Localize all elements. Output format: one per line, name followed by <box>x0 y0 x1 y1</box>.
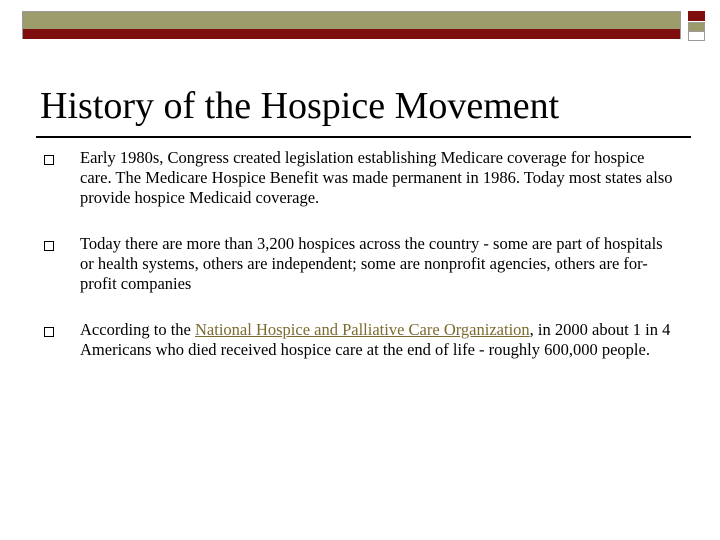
bullet-text-before-link: According to the <box>80 320 196 339</box>
bullet-text <box>80 320 680 360</box>
hollow-square-bullet-icon <box>44 241 54 251</box>
header-maroon-band <box>23 29 680 39</box>
header-decorative-bar <box>22 11 681 39</box>
bullet-text-after-link: , in 2000 about 1 in 4 Americans who died received hospice care at the end of life - roughly 600,000 people. <box>80 320 671 359</box>
title-divider <box>36 136 691 138</box>
nhpco-link[interactable]: National Hospice and Palliative Care Organization <box>195 320 530 339</box>
bullet-text: Early 1980s, Congress created legislation establishing Medicare coverage for hospice care. The Medicare Hospice Benefit was made permanent in 1986. Today most states also provide hospice Medicaid coverage. <box>80 148 673 207</box>
slide-title: History of the Hospice Movement <box>40 85 560 127</box>
bullet-text: Today there are more than 3,200 hospices across the country - some are part of hospitals or health systems, others are independent; some are nonprofit agencies, others are for-profit companies <box>80 234 663 293</box>
hollow-square-bullet-icon <box>44 327 54 337</box>
hollow-square-bullet-icon <box>44 155 54 165</box>
corner-square-maroon <box>688 11 705 21</box>
corner-square-white <box>688 31 705 41</box>
header-olive-band <box>23 12 680 29</box>
